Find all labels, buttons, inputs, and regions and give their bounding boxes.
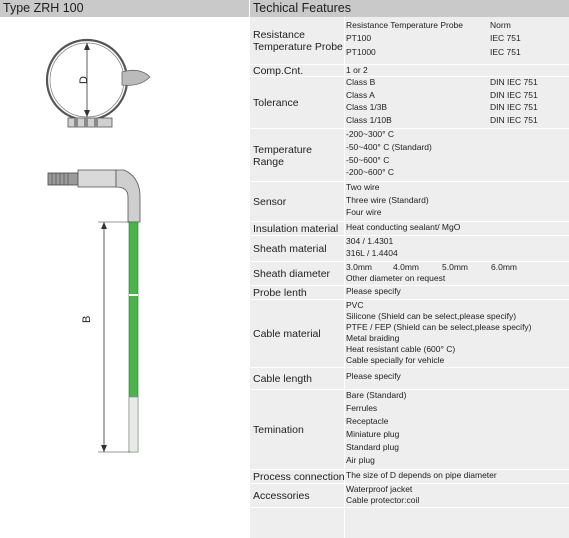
feature-value: The size of D depends on pipe diameter — [346, 470, 497, 480]
feature-value: Two wire — [346, 182, 380, 192]
feature-value: Air plug — [346, 455, 375, 465]
feature-label: Cable material — [253, 328, 321, 340]
feature-value: Cable specially for vehicle — [346, 355, 445, 365]
feature-row-sensor — [250, 182, 569, 222]
feature-label: Accessories — [253, 490, 310, 502]
feature-value: PTFE / FEP (Shield can be select,please specify) — [346, 322, 532, 332]
feature-label: Probe lenth — [253, 287, 307, 299]
feature-value: Silicone (Shield can be select,please specify) — [346, 311, 517, 321]
feature-value: PT100 — [346, 33, 372, 44]
feature-row-proc — [250, 470, 569, 484]
feature-value: -200~300° C — [346, 129, 395, 139]
probe-drawing — [0, 17, 249, 538]
right-title: Techical Features — [250, 0, 569, 17]
feature-value: -200~600° C — [346, 167, 395, 178]
feature-value: Resistance Temperature Probe — [346, 19, 464, 30]
features-table — [250, 0, 569, 538]
feature-label: Sheath diameter — [253, 268, 331, 280]
dimension-d-label: D — [78, 76, 90, 84]
feature-value: 6.0mm — [491, 262, 517, 272]
drawing-panel — [0, 0, 249, 538]
feature-label: Tolerance — [253, 97, 299, 109]
feature-value: PT1000 — [346, 46, 376, 57]
probe-tip — [129, 397, 138, 452]
feature-value: Four wire — [346, 207, 382, 218]
feature-value: Heat conducting sealant/ MgO — [346, 222, 461, 232]
feature-value: Metal braiding — [346, 333, 400, 343]
feature-value: -50~400° C (Standard) — [346, 141, 432, 152]
feature-value: -50~600° C — [346, 154, 390, 165]
feature-label: Cable length — [253, 373, 312, 385]
feature-label: Temination — [253, 424, 304, 436]
connector-nut — [78, 170, 116, 187]
feature-value: Miniature plug — [346, 429, 400, 439]
feature-value: Norm — [490, 19, 511, 30]
feature-value: Bare (Standard) — [346, 390, 407, 400]
feature-value: Please specify — [346, 286, 401, 296]
feature-value: Cable protector:coil — [346, 495, 420, 505]
feature-value: DIN IEC 751 — [490, 114, 538, 125]
feature-value: 316L / 1.4404 — [346, 248, 398, 258]
feature-value: Three wire (Standard) — [346, 194, 429, 205]
feature-row-diam — [250, 262, 569, 286]
feature-value: Heat resistant cable (600° C) — [346, 344, 456, 354]
feature-value: Class 1/10B — [346, 114, 392, 125]
feature-row-term — [250, 390, 569, 470]
probe-bend — [116, 170, 140, 222]
feature-value: Standard plug — [346, 442, 399, 452]
connector-thread — [48, 173, 78, 185]
feature-label: Comp.Cnt. — [253, 65, 304, 77]
feature-label: Sheath material — [253, 243, 327, 255]
feature-value: DIN IEC 751 — [490, 77, 538, 87]
feature-value: 1 or 2 — [346, 65, 368, 75]
feature-value: Class A — [346, 89, 375, 100]
feature-value: Receptacle — [346, 416, 389, 426]
feature-value: IEC 751 — [490, 33, 521, 44]
feature-label: Process connection — [253, 471, 345, 483]
feature-value: 4.0mm — [393, 262, 419, 272]
feature-row-plen — [250, 286, 569, 300]
feature-value: DIN IEC 751 — [490, 102, 538, 112]
feature-row-tol — [250, 77, 569, 129]
feature-value: IEC 751 — [490, 46, 521, 57]
dimension-b-label: B — [81, 315, 93, 323]
feature-label: Insulation material — [253, 223, 339, 235]
feature-value: DIN IEC 751 — [490, 89, 538, 100]
feature-value: PVC — [346, 300, 364, 310]
clamp-tab — [122, 70, 150, 85]
left-title: Type ZRH 100 — [0, 0, 249, 17]
feature-value: Waterproof jacket — [346, 484, 413, 494]
feature-label: Temperature Range — [253, 143, 312, 168]
feature-value: 3.0mm — [346, 262, 372, 272]
feature-row-cable — [250, 300, 569, 368]
feature-row-comp — [250, 65, 569, 77]
feature-row-sheath — [250, 236, 569, 262]
feature-value: Class B — [346, 77, 376, 87]
feature-value: Class 1/3B — [346, 102, 388, 112]
feature-value: Ferrules — [346, 403, 378, 413]
feature-value: 5.0mm — [442, 262, 468, 272]
feature-label: Sensor — [253, 196, 287, 208]
feature-row-acc — [250, 484, 569, 508]
feature-row-temp — [250, 129, 569, 182]
feature-row-probe — [250, 17, 569, 65]
feature-value: Please specify — [346, 371, 401, 382]
feature-row-clen — [250, 368, 569, 390]
feature-value: Other diameter on request — [346, 273, 446, 283]
feature-label: Resistance Temperature Probe — [253, 29, 343, 53]
feature-row-insul — [250, 222, 569, 236]
feature-value: 304 / 1.4301 — [346, 236, 394, 246]
